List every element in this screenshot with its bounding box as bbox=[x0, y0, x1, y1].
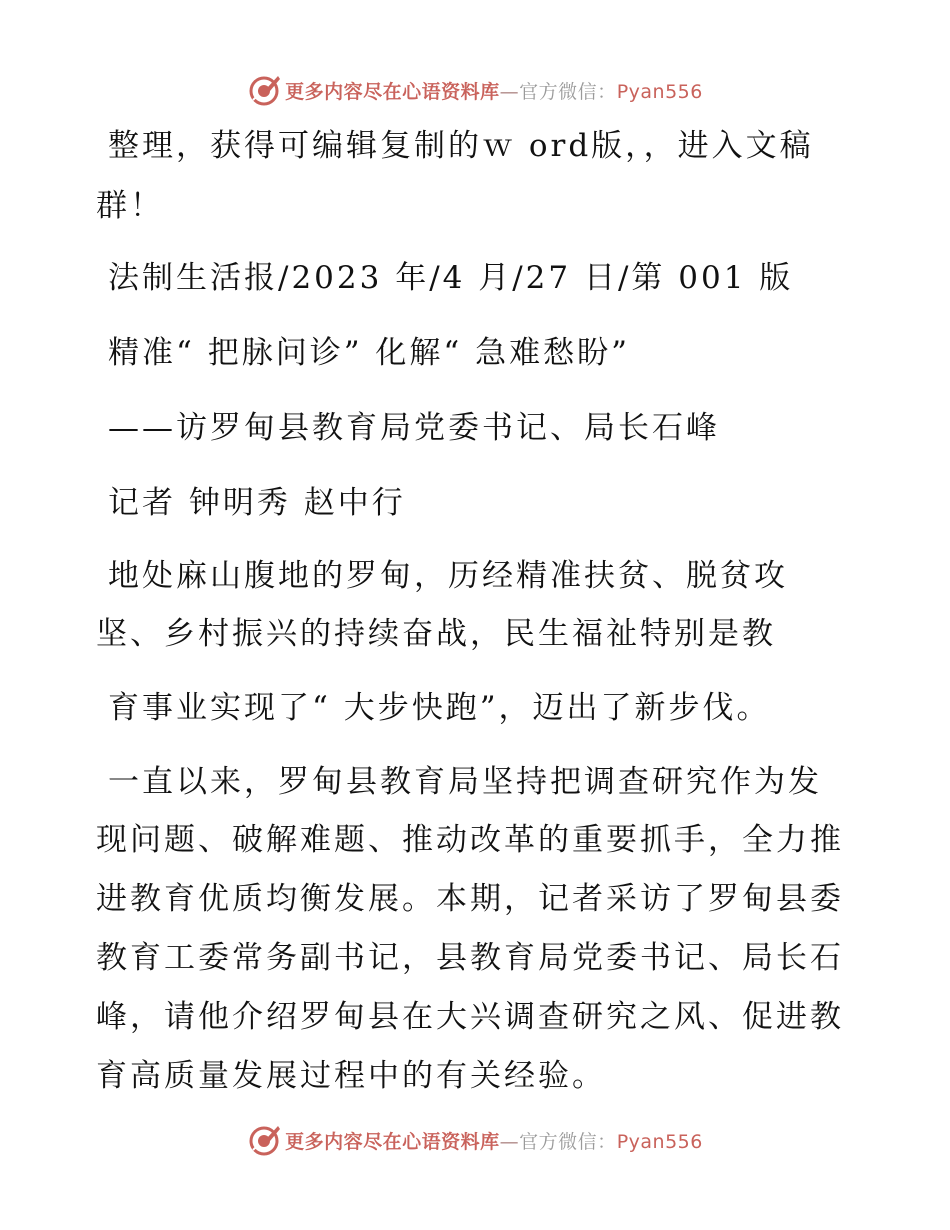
pen-logo-icon bbox=[247, 73, 281, 107]
text-line-2: 群！ bbox=[96, 188, 164, 224]
watermark-text: 更多内容尽在心语资料库—官方微信：Pyan556 bbox=[285, 1130, 703, 1153]
article-title: 精准“ 把脉问诊” 化解“ 急难愁盼” bbox=[108, 335, 630, 371]
source-line: 法制生活报/2023 年/4 月/27 日/第 001 版 bbox=[108, 260, 794, 296]
footer-watermark bbox=[0, 1120, 950, 1160]
header-watermark bbox=[0, 70, 950, 110]
paragraph-2-line-2: 现问题、破解难题、推动改革的重要抓手，全力推 bbox=[96, 822, 844, 858]
paragraph-2-line-3: 进教育优质均衡发展。本期，记者采访了罗甸县委 bbox=[96, 881, 844, 917]
paragraph-1-line-3: 育事业实现了“ 大步快跑”，迈出了新步伐。 bbox=[108, 690, 771, 726]
paragraph-1-line-2: 坚、乡村振兴的持续奋战，民生福祉特别是教 bbox=[96, 616, 776, 652]
paragraph-2-line-5: 峰，请他介绍罗甸县在大兴调查研究之风、促进教 bbox=[96, 999, 844, 1035]
paragraph-1-line-1: 地处麻山腹地的罗甸，历经精准扶贫、脱贫攻 bbox=[108, 558, 788, 594]
watermark-text: 更多内容尽在心语资料库—官方微信：Pyan556 bbox=[285, 80, 703, 103]
paragraph-2-line-6: 育高质量发展过程中的有关经验。 bbox=[96, 1058, 606, 1094]
pen-logo-icon bbox=[247, 1123, 281, 1157]
paragraph-2-line-1: 一直以来，罗甸县教育局坚持把调查研究作为发 bbox=[108, 764, 822, 800]
article-subtitle: ——访罗甸县教育局党委书记、局长石峰 bbox=[108, 410, 720, 446]
byline: 记者 钟明秀 赵中行 bbox=[108, 485, 406, 521]
paragraph-2-line-4: 教育工委常务副书记，县教育局党委书记、局长石 bbox=[96, 940, 844, 976]
text-line-1: 整理，获得可编辑复制的ｗ ord版，，进入文稿 bbox=[108, 128, 814, 164]
